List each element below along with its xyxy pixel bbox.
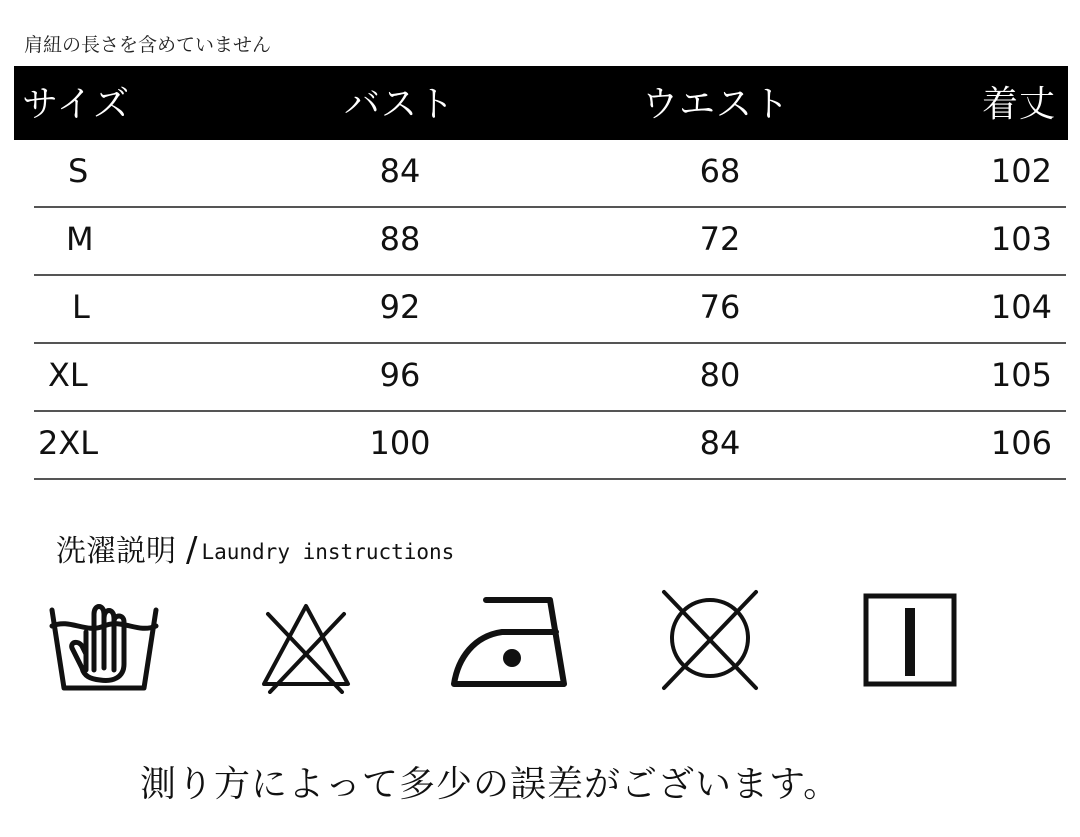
cell-length: 102 [990, 152, 1052, 190]
hand-wash-icon [48, 588, 160, 694]
line-dry-icon [862, 588, 960, 688]
do-not-tumble-dry-icon [660, 588, 760, 692]
cell-size: S [68, 152, 89, 190]
cell-length: 106 [990, 424, 1052, 462]
footer-note: 測り方によって多少の誤差がございます。 [140, 764, 841, 805]
table-row [34, 140, 1066, 208]
cell-waist: 80 [699, 356, 741, 394]
cell-bust: 100 [369, 424, 431, 462]
table-header [14, 66, 1068, 140]
cell-size: M [66, 220, 94, 258]
cell-waist: 68 [699, 152, 741, 190]
laundry-title-ja: 洗濯説明 [56, 534, 176, 569]
iron-medium-heat-icon [448, 588, 572, 692]
header-waist: ウエスト [642, 84, 791, 125]
size-table [14, 66, 1068, 462]
cell-waist: 76 [699, 288, 741, 326]
laundry-separator: / [186, 530, 198, 570]
cell-bust: 84 [379, 152, 421, 190]
table-row [34, 412, 1066, 480]
cell-bust: 92 [379, 288, 421, 326]
cell-bust: 96 [379, 356, 421, 394]
cell-waist: 72 [699, 220, 741, 258]
header-length: 着丈 [981, 84, 1056, 125]
do-not-bleach-icon [258, 588, 354, 694]
cell-waist: 84 [699, 424, 741, 462]
table-row [34, 208, 1066, 276]
laundry-heading [56, 526, 454, 570]
cell-length: 104 [990, 288, 1052, 326]
cell-length: 103 [990, 220, 1052, 258]
header-bust: バスト [344, 84, 456, 125]
laundry-title-en: Laundry instructions [201, 540, 455, 564]
cell-length: 105 [990, 356, 1052, 394]
table-row [34, 276, 1066, 344]
header-size: サイズ [22, 84, 131, 125]
cell-size: XL [48, 356, 88, 394]
cell-size: L [72, 288, 90, 326]
cell-size: 2XL [38, 424, 99, 462]
table-row [34, 344, 1066, 412]
cell-bust: 88 [379, 220, 421, 258]
note-text: 肩紐の長さを含めていません [24, 34, 272, 56]
